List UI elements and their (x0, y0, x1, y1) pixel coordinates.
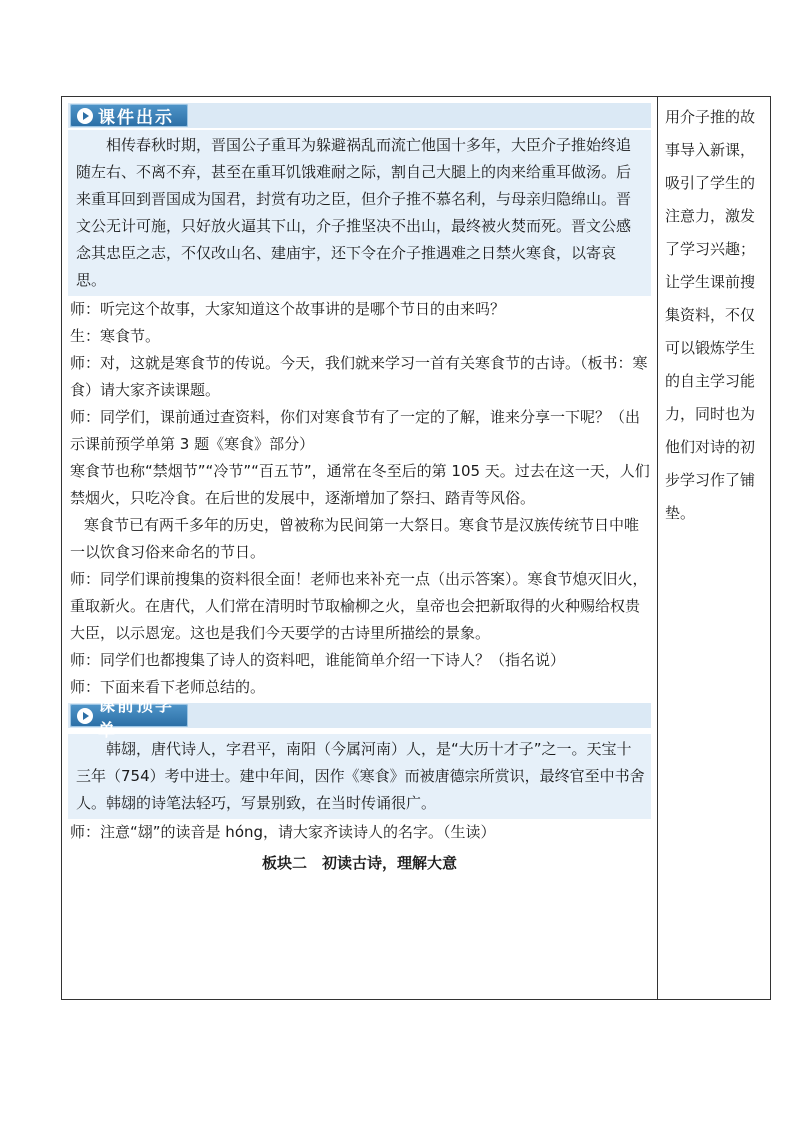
play-icon (77, 708, 93, 724)
column-divider (657, 97, 658, 999)
story-text: 相传春秋时期，晋国公子重耳为躲避祸乱而流亡他国十多年，大臣介子推始终追随左右、不离不弃，甚至在重耳饥饿难耐之际，割自己大腿上的肉来给重耳做汤。后来重耳回到晋国成为国君，封赏有功之臣，但介子推不慕名利，与母亲归隐绵山。晋文公无计可施，只好放火逼其下山，介子推坚决不出山，最终被火焚而死。晋文公感念其忠臣之志，不仅改山名、建庙宇，还下令在介子推遇难之日禁火寒食，以寄哀思。 (76, 136, 632, 289)
dialogue-line: 师：听完这个故事，大家知道这个故事讲的是哪个节日的由来吗？ (70, 300, 506, 318)
note-line: 师：注意“翃”的读音是 hóng，请大家齐读诗人的名字。（生读） (70, 823, 496, 841)
header-tag (70, 695, 188, 741)
side-note: 用介子推的故事导入新课，吸引了学生的注意力，激发了学习兴趣；让学生课前搜集资料，不仅可以锻炼学生的自主学习能力，同时也为他们对诗的初步学习作了铺垫。 (665, 108, 756, 522)
dialogue-line: 寒食节已有两千多年的历史，曾被称为民间第一大祭日。寒食节是汉族传统节日中唯一以饮食习俗来命名的节日。 (70, 516, 640, 561)
section-header-courseware (68, 103, 651, 128)
play-icon (77, 108, 93, 124)
poet-box (68, 734, 651, 819)
header-tag (70, 104, 188, 127)
dialogue-line: 师：同学们也都搜集了诗人的资料吧，谁能简单介绍一下诗人？（指名说） (70, 651, 566, 669)
header-title: 课前预学单 (98, 695, 174, 741)
dialogue-line: 生：寒食节。 (70, 327, 161, 345)
side-column (665, 97, 761, 530)
dialogue-line: 寒食节也称“禁烟节”“冷节”“百五节”，通常在冬至后的第 105 天。过去在这一天，人们禁烟火，只吃冷食。在后世的发展中，逐渐增加了祭扫、踏青等风俗。 (70, 462, 650, 507)
story-box (68, 130, 651, 296)
dialogue-line: 师：同学们课前搜集的资料很全面！老师也来补充一点（出示答案）。寒食节熄灭旧火，重取新火。在唐代，人们常在清明时节取榆柳之火，皇帝也会把新取得的火种赐给权贵大臣，以示恩宠。这也是我们今天要学的古诗里所描绘的景象。 (70, 570, 648, 642)
lesson-table (61, 96, 771, 1000)
section-header-preview (68, 695, 651, 741)
block-title: 板块二 初读古诗，理解大意 (261, 854, 457, 872)
main-column (68, 103, 651, 873)
poet-text: 韩翃，唐代诗人，字君平，南阳（今属河南）人，是“大历十才子”之一。天宝十三年（754）考中进士。建中年间，因作《寒食》而被唐德宗所赏识，最终官至中书舍人。韩翃的诗笔法轻巧，写景别致，在当时传诵很广。 (76, 740, 645, 812)
dialogue-line: 师：同学们，课前通过查资料，你们对寒食节有了一定的了解，谁来分享一下呢？（出示课前预学单第 3 题《寒食》部分） (70, 408, 641, 453)
header-title: 课件出示 (98, 108, 174, 128)
dialogue-line: 师：对，这就是寒食节的传说。今天，我们就来学习一首有关寒食节的古诗。（板书：寒食）请大家齐读课题。 (70, 354, 648, 399)
dialogue-line: 师：下面来看下老师总结的。 (70, 678, 266, 696)
